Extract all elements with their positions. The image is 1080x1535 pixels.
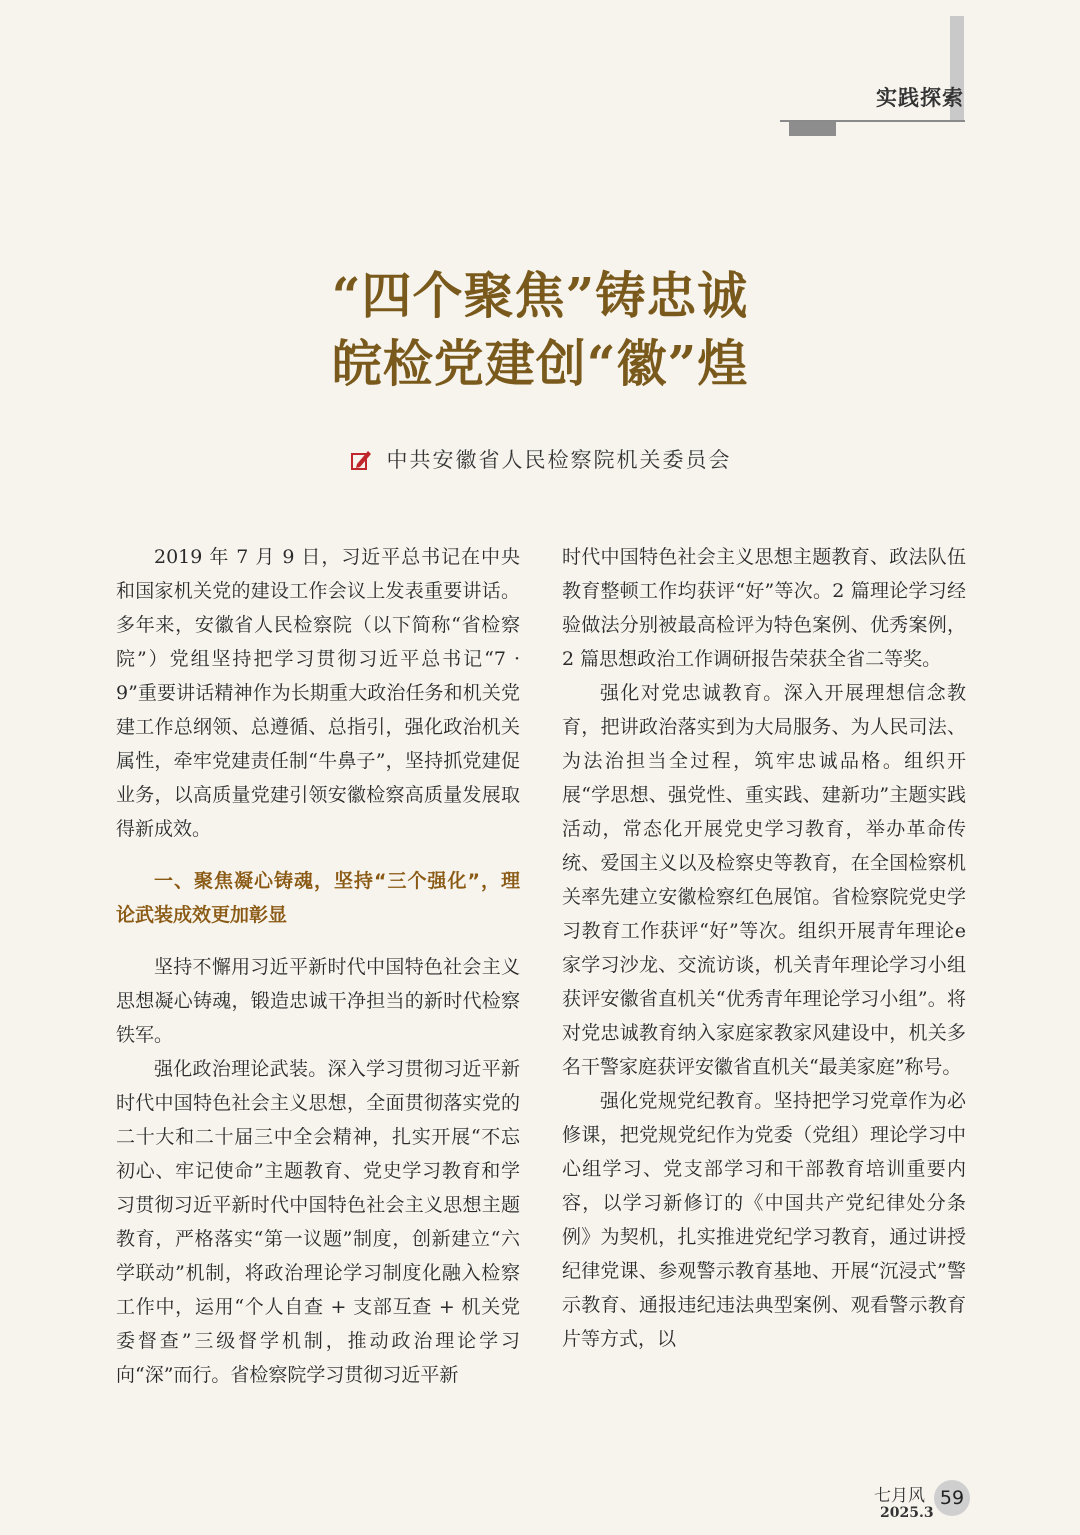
section-heading-1: 一、聚焦凝心铸魂，坚持“三个强化”，理论武装成效更加彰显	[116, 870, 520, 926]
title-line-1: “四个聚焦”铸忠诚	[331, 266, 749, 325]
section-tag: 实践探索	[876, 85, 964, 110]
right-column	[562, 540, 966, 1356]
body-paragraph: 强化政治理论武装。深入学习贯彻习近平新时代中国特色社会主义思想，全面贯彻落实党的二十大和二十届三中全会精神，扎实开展“不忘初心、牢记使命”主题教育、党史学习教育和学习贯彻习近平新时代中国特色社会主义思想主题教育，严格落实“第一议题”制度，创新建立“六学联动”机制，将政治理论学习制度化融入检察工作中，运用“个人自查 + 支部互查 + 机关党委督查”三级督学机制，推动政治理论学习向“深”而行。省检察院学习贯彻习近平新	[116, 1058, 520, 1386]
author-name: 中共安徽省人民检察院机关委员会	[386, 448, 732, 472]
page-number: 59	[934, 1480, 970, 1516]
left-column	[116, 540, 520, 1392]
body-paragraph: 时代中国特色社会主义思想主题教育、政法队伍教育整顿工作均获评“好”等次。2 篇理论学习经验做法分别被最高检评为特色案例、优秀案例，2 篇思想政治工作调研报告荣获全省二等奖。	[562, 546, 966, 670]
issue-number: 2025.3	[880, 1505, 934, 1521]
article-title	[0, 262, 1080, 398]
header-decor-bar-horizontal	[789, 122, 836, 136]
body-paragraph: 坚持不懈用习近平新时代中国特色社会主义思想凝心铸魂，锻造忠诚干净担当的新时代检察铁军。	[116, 956, 520, 1046]
author-line	[0, 444, 1080, 477]
body-paragraph: 强化党规党纪教育。坚持把学习党章作为必修课，把党规党纪作为党委（党组）理论学习中心组学习、党支部学习和干部教育培训重要内容，以学习新修订的《中国共产党纪律处分条例》为契机，扎实推进党纪学习教育，通过讲授纪律党课、参观警示教育基地、开展“沉浸式”警示教育、通报违纪违法典型案例、观看警示教育片等方式，以	[562, 1090, 966, 1350]
pen-icon	[349, 448, 373, 477]
title-line-2: 皖检党建创“徽”煌	[331, 334, 749, 393]
magazine-name: 七月风	[874, 1486, 925, 1506]
body-paragraph: 强化对党忠诚教育。深入开展理想信念教育，把讲政治落实到为大局服务、为人民司法、为法治担当全过程，筑牢忠诚品格。组织开展“学思想、强党性、重实践、建新功”主题实践活动，常态化开展党史学习教育，举办革命传统、爱国主义以及检察史等教育，在全国检察机关率先建立安徽检察红色展馆。省检察院党史学习教育工作获评“好”等次。组织开展青年理论e家学习沙龙、交流访谈，机关青年理论学习小组获评安徽省直机关“优秀青年理论学习小组”。将对党忠诚教育纳入家庭家教家风建设中，机关多名干警家庭获评安徽省直机关“最美家庭”称号。	[562, 682, 966, 1078]
intro-paragraph: 2019 年 7 月 9 日，习近平总书记在中央和国家机关党的建设工作会议上发表重要讲话。多年来，安徽省人民检察院（以下简称“省检察院”）党组坚持把学习贯彻习近平总书记“7 · 9”重要讲话精神作为长期重大政治任务和机关党建工作总纲领、总遵循、总指引，强化政治机关属性，牵牢党建责任制“牛鼻子”，坚持抓党建促业务，以高质量党建引领安徽检察高质量发展取得新成效。	[116, 546, 520, 840]
